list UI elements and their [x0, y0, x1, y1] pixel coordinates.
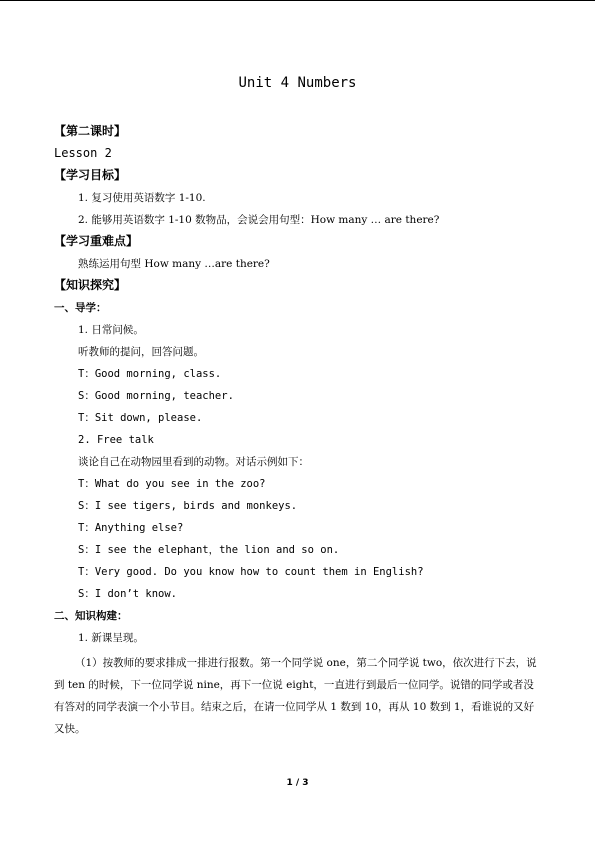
activity-paragraph: （1）按教师的要求排成一排进行报数。第一个同学说 one，第二个同学说 two，依次进行下去，说到 ten 的时候，下一位同学说 nine，再下一位说 eight，一直进行到最后一位同学。说错的同学或者没有答对的同学表演一个小节目。结束之后，在请一位同学从 1 数到 10，再从 10 数到 1，看谁说的又好又快。 — [54, 657, 537, 735]
dialogue-line: S：I don’t know. — [78, 588, 178, 600]
guide-line: 谈论自己在动物园里看到的动物。对话示例如下： — [78, 456, 309, 468]
guide-line: 1. 日常问候。 — [78, 324, 144, 336]
dialogue-line: T：Anything else? — [78, 522, 184, 534]
page-number: 1 / 3 — [286, 778, 309, 788]
dialogue-line: T：What do you see in the zoo? — [78, 478, 266, 490]
lesson-label: Lesson 2 — [54, 146, 112, 160]
dialogue-line: S：I see the elephant，the lion and so on. — [78, 544, 340, 556]
goal-item: 2. 能够用英语数字 1-10 数物品，会说会用句型：How many … are there? — [78, 214, 440, 226]
key-points-text: 熟练运用句型 How many …are there? — [78, 258, 270, 270]
top-rule — [0, 0, 595, 1]
dialogue-line: T：Sit down, please. — [78, 412, 203, 424]
document-title: Unit 4 Numbers — [238, 75, 357, 91]
explore-heading: 【知识探究】 — [54, 278, 127, 292]
guide-line: 2. Free talk — [78, 434, 154, 446]
dialogue-line: T：Good morning, class. — [78, 368, 222, 380]
build-item: 1. 新课呈现。 — [78, 632, 144, 644]
goal-item: 1. 复习使用英语数字 1-10. — [78, 192, 206, 204]
period-heading: 【第二课时】 — [54, 124, 127, 138]
key-points-heading: 【学习重难点】 — [54, 234, 139, 248]
goals-heading: 【学习目标】 — [54, 168, 127, 182]
dialogue-line: T：Very good. Do you know how to count them in English? — [78, 566, 424, 578]
dialogue-line: S：I see tigers, birds and monkeys. — [78, 500, 298, 512]
dialogue-line: S：Good morning, teacher. — [78, 390, 234, 402]
guide-heading: 一、导学： — [54, 302, 107, 314]
guide-line: 听教师的提问，回答问题。 — [78, 346, 204, 358]
build-heading: 二、知识构建： — [54, 610, 128, 622]
